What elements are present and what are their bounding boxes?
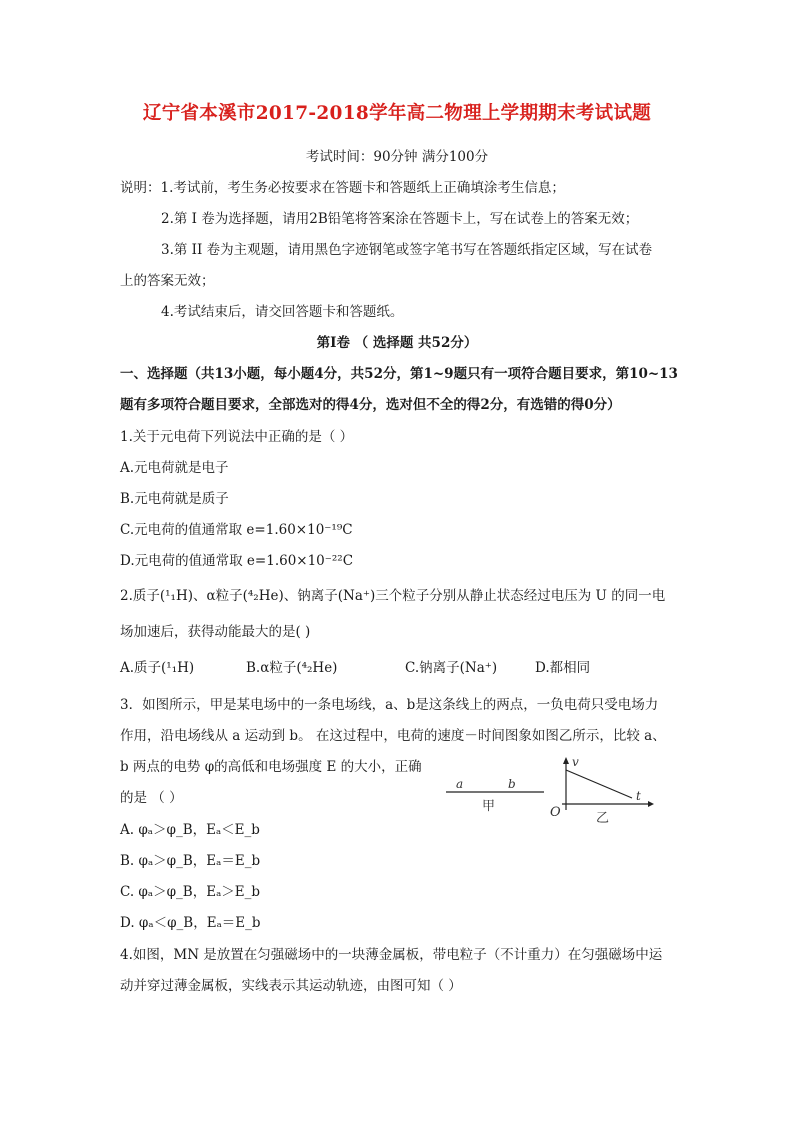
velocity-line: [566, 770, 632, 798]
origin-label: O: [550, 805, 561, 820]
note-3-cont: 上的答案无效；: [120, 273, 215, 289]
v-axis-arrow-icon: [563, 757, 569, 764]
exam-title: 辽宁省本溪市2017-2018学年高二物理上学期期末考试试题: [142, 103, 652, 124]
point-b-label: b: [508, 777, 516, 791]
q3-stem-line1: 3．如图所示，甲是某电场中的一条电场线，a、b是这条线上的两点，一负电荷只受电场力: [120, 697, 659, 713]
exam-info: 考试时间：90分钟 满分100分: [305, 149, 489, 165]
part1-heading: 第Ⅰ卷 （ 选择题 共52分）: [316, 335, 478, 351]
q4-stem-line2: 动并穿过薄金属板，实线表示其运动轨迹，由图可知（ ）: [120, 978, 462, 994]
note-1: 说明：1.考试前，考生务必按要求在答题卡和答题纸上正确填涂考生信息；: [120, 180, 565, 196]
q1-option-b: B.元电荷就是质子: [120, 491, 229, 507]
note-2: 2.第 I 卷为选择题，请用2B铅笔将答案涂在答题卡上，写在试卷上的答案无效；: [161, 211, 639, 227]
q2-option-c: C.钠离子(Na⁺): [405, 660, 498, 676]
q2-option-d: D.都相同: [535, 660, 591, 676]
t-label: t: [636, 789, 641, 803]
q3-option-c: C. φₐ＞φ_B，Eₐ＞E_b: [120, 884, 261, 900]
v-label: v: [572, 755, 579, 769]
q4-stem-line1: 4.如图，MN 是放置在匀强磁场中的一块薄金属板，带电粒子（不计重力）在匀强磁场中运: [120, 947, 663, 963]
q3-stem-line3: b 两点的电势 φ的高低和电场强度 E 的大小，正确: [120, 759, 422, 775]
q3-option-a: A. φₐ＞φ_B，Eₐ＜E_b: [120, 822, 260, 838]
q3-stem-line2: 作用，沿电场线从 a 运动到 b。 在这过程中，电荷的速度－时间图象如图乙所示，比较 a、: [120, 728, 666, 744]
q1-stem: 1.关于元电荷下列说法中正确的是（ ）: [120, 429, 354, 445]
q3-stem-line4: 的是 （ ）: [120, 790, 183, 806]
q2-option-a: A.质子(¹₁H): [120, 660, 195, 676]
q1-option-c: C.元电荷的值通常取 e=1.60×10⁻¹⁹C: [120, 522, 353, 538]
q3-option-b: B. φₐ＞φ_B，Eₐ＝E_b: [120, 853, 261, 869]
q1-option-a: A.元电荷就是电子: [120, 460, 229, 476]
q2-stem-line2: 场加速后，获得动能最大的是( ): [120, 624, 311, 640]
q3-option-d: D. φₐ＜φ_B，Eₐ＝E_b: [120, 915, 261, 931]
q2-option-b: B.α粒子(⁴₂He): [246, 660, 338, 676]
note-3: 3.第 II 卷为主观题，请用黑色字迹钢笔或签字笔书写在答题纸指定区域，写在试卷: [161, 242, 653, 258]
point-a-label: a: [456, 777, 464, 791]
section1-line2: 题有多项符合题目要求，全部选对的得4分，选对但不全的得2分，有选错的得0分）: [120, 397, 621, 413]
q2-stem-line1: 2.质子(¹₁H)、α粒子(⁴₂He)、钠离子(Na⁺)三个粒子分别从静止状态经过电压为 U 的同一电: [120, 588, 666, 604]
t-axis-arrow-icon: [648, 801, 654, 807]
q3-figure-jia: [440, 770, 550, 820]
section1-line1: 一、选择题（共13小题，每小题4分，共52分，第1~9题只有一项符合题目要求，第10~13: [120, 366, 678, 382]
fig-jia-caption: 甲: [482, 799, 496, 814]
fig-yi-caption: 乙: [596, 811, 610, 826]
q1-option-d: D.元电荷的值通常取 e=1.60×10⁻²²C: [120, 553, 354, 569]
q3-figure-yi: [548, 754, 658, 826]
note-4: 4.考试结束后，请交回答题卡和答题纸。: [161, 304, 404, 320]
